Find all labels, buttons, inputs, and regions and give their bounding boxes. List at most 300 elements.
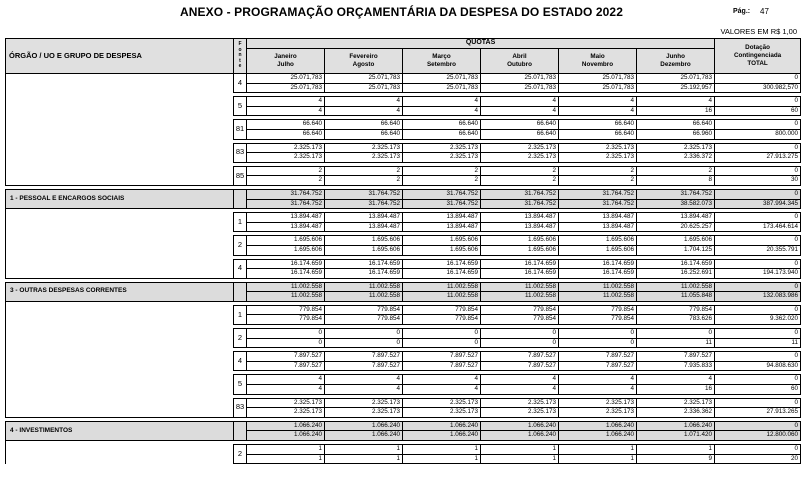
fonte-code: 5	[234, 375, 247, 394]
quota-value: 1	[481, 454, 559, 464]
quota-value: 25.071,783	[247, 83, 325, 93]
column-header-month: Fevereiro Agosto	[325, 49, 403, 74]
orgao-cell	[6, 305, 234, 324]
dotacao-value: 0	[715, 236, 801, 246]
quota-value: 25.071,783	[559, 74, 637, 84]
fonte-code: 4	[234, 352, 247, 371]
fonte-row	[6, 213, 801, 223]
quota-value: 1.066.240	[403, 431, 481, 441]
quota-value: 4	[325, 375, 403, 385]
quota-value: 11.002.558	[247, 282, 325, 292]
fonte-code	[234, 282, 247, 301]
quota-value: 1.695.606	[559, 236, 637, 246]
fonte-row	[6, 166, 801, 176]
quota-value: 4	[247, 97, 325, 107]
orgao-cell	[6, 259, 234, 278]
column-header-quotas: QUOTAS	[247, 39, 715, 49]
quota-value: 2.325.173	[481, 153, 559, 163]
dotacao-value: 0	[715, 120, 801, 130]
quota-value: 25.071,783	[403, 74, 481, 84]
quota-value: 4	[559, 375, 637, 385]
quota-value: 2.336.362	[637, 408, 715, 418]
quota-value: 4	[325, 97, 403, 107]
quota-value: 11	[637, 338, 715, 348]
quota-value: 7.897.527	[481, 352, 559, 362]
fonte-code: 5	[234, 97, 247, 116]
quota-value: 2.325.173	[403, 408, 481, 418]
quota-value: 4	[325, 385, 403, 395]
quota-value: 0	[481, 338, 559, 348]
quota-value: 13.894.487	[325, 222, 403, 232]
quota-value: 2.325.173	[559, 153, 637, 163]
fonte-row	[6, 143, 801, 153]
quota-value: 4	[481, 106, 559, 116]
quota-value: 16.174.659	[481, 259, 559, 269]
quota-value: 25.071,783	[325, 74, 403, 84]
quota-value: 0	[637, 329, 715, 339]
quota-value: 66.640	[481, 120, 559, 130]
dotacao-value: 0	[715, 189, 801, 199]
quota-value: 25.071,783	[559, 83, 637, 93]
quota-value: 13.894.487	[247, 222, 325, 232]
quota-value: 25.071,783	[247, 74, 325, 84]
dotacao-value: 0	[715, 352, 801, 362]
quota-value: 0	[403, 329, 481, 339]
quota-value: 16	[637, 106, 715, 116]
column-header-month: Janeiro Julho	[247, 49, 325, 74]
quota-value: 2	[559, 166, 637, 176]
dotacao-value: 60	[715, 106, 801, 116]
quota-value: 16.174.659	[247, 269, 325, 279]
quota-value: 66.640	[559, 129, 637, 139]
quota-value: 13.894.487	[481, 213, 559, 223]
quota-value: 7.897.527	[559, 352, 637, 362]
quota-value: 11.002.558	[403, 282, 481, 292]
quota-value: 2.325.173	[481, 143, 559, 153]
quota-value: 66.960	[637, 129, 715, 139]
quota-value: 1	[481, 445, 559, 455]
quota-value: 31.764.752	[481, 189, 559, 199]
quota-value: 1.695.606	[247, 245, 325, 255]
quota-value: 0	[559, 338, 637, 348]
fonte-row	[6, 120, 801, 130]
quota-value: 25.071,783	[325, 83, 403, 93]
quota-value: 16.174.659	[559, 269, 637, 279]
quota-value: 779.854	[481, 305, 559, 315]
quota-value: 7.897.527	[247, 352, 325, 362]
quota-value: 1.695.606	[559, 245, 637, 255]
quota-value: 2.325.173	[247, 153, 325, 163]
quota-value: 11.002.558	[325, 292, 403, 302]
quota-value: 11.002.558	[403, 292, 481, 302]
budget-table	[5, 38, 801, 464]
fonte-row	[6, 97, 801, 107]
quota-value: 4	[403, 375, 481, 385]
quota-value: 7.897.527	[637, 352, 715, 362]
quota-value: 4	[403, 385, 481, 395]
quota-value: 9	[637, 454, 715, 464]
dotacao-value: 12.800.060	[715, 431, 801, 441]
quota-value: 2	[403, 176, 481, 186]
quota-value: 2.325.173	[325, 143, 403, 153]
dotacao-value: 0	[715, 282, 801, 292]
quota-value: 25.071,783	[481, 83, 559, 93]
quota-value: 25.192,957	[637, 83, 715, 93]
orgao-cell	[6, 236, 234, 255]
dotacao-value: 0	[715, 213, 801, 223]
quota-value: 779.854	[559, 305, 637, 315]
orgao-cell	[6, 213, 234, 232]
quota-value: 1	[559, 445, 637, 455]
quota-value: 0	[559, 329, 637, 339]
fonte-row	[6, 329, 801, 339]
dotacao-value: 94.808.630	[715, 361, 801, 371]
fonte-row	[6, 445, 801, 455]
quota-value: 779.854	[403, 315, 481, 325]
quota-value: 4	[559, 106, 637, 116]
quota-value: 66.640	[325, 129, 403, 139]
column-header-month: Abril Outubro	[481, 49, 559, 74]
quota-value: 1	[325, 454, 403, 464]
quota-value: 16	[637, 385, 715, 395]
quota-value: 1	[637, 445, 715, 455]
quota-value: 4	[481, 375, 559, 385]
quota-value: 2.325.173	[325, 408, 403, 418]
quota-value: 13.894.487	[637, 213, 715, 223]
fonte-code: 85	[234, 166, 247, 185]
column-header-month: Junho Dezembro	[637, 49, 715, 74]
fonte-code: 2	[234, 329, 247, 348]
quota-value: 779.854	[637, 305, 715, 315]
fonte-row	[6, 305, 801, 315]
fonte-row	[6, 352, 801, 362]
quota-value: 4	[247, 385, 325, 395]
quota-value: 11.002.558	[481, 282, 559, 292]
values-unit-note: VALORES EM R$ 1,00	[720, 27, 797, 36]
group-row	[6, 421, 801, 431]
quota-value: 1.066.240	[247, 431, 325, 441]
quota-value: 4	[559, 385, 637, 395]
quota-value: 13.894.487	[481, 222, 559, 232]
column-header-orgao: ÓRGÃO / UO E GRUPO DE DESPESA	[6, 39, 234, 74]
quota-value: 1.066.240	[403, 421, 481, 431]
quota-value: 779.854	[325, 315, 403, 325]
quota-value: 779.854	[247, 315, 325, 325]
quota-value: 66.640	[559, 120, 637, 130]
quota-value: 0	[325, 329, 403, 339]
quota-value: 16.174.659	[325, 259, 403, 269]
fonte-row	[6, 398, 801, 408]
quota-value: 0	[247, 329, 325, 339]
quota-value: 779.854	[481, 315, 559, 325]
quota-value: 4	[637, 375, 715, 385]
quota-value: 16.174.659	[403, 269, 481, 279]
quota-value: 2	[403, 166, 481, 176]
quota-value: 13.894.487	[247, 213, 325, 223]
fonte-code: 4	[234, 259, 247, 278]
quota-value: 4	[481, 385, 559, 395]
quota-value: 2.325.173	[325, 398, 403, 408]
quota-value: 66.640	[403, 120, 481, 130]
page-label: Pág.:	[733, 8, 751, 15]
quota-value: 1.066.240	[325, 431, 403, 441]
fonte-code: 83	[234, 143, 247, 162]
quota-value: 1	[403, 445, 481, 455]
fonte-code: 81	[234, 120, 247, 139]
orgao-cell	[6, 398, 234, 417]
quota-value: 2.325.173	[247, 408, 325, 418]
quota-value: 2	[637, 166, 715, 176]
quota-value: 66.640	[247, 129, 325, 139]
quota-value: 4	[637, 97, 715, 107]
fonte-code: 2	[234, 236, 247, 255]
dotacao-value: 27.913.275	[715, 153, 801, 163]
fonte-row	[6, 375, 801, 385]
quota-value: 31.764.752	[325, 189, 403, 199]
quota-value: 4	[247, 375, 325, 385]
quota-value: 66.640	[403, 129, 481, 139]
dotacao-value: 194.173.940	[715, 269, 801, 279]
quota-value: 0	[403, 338, 481, 348]
fonte-row	[6, 236, 801, 246]
quota-value: 7.897.527	[481, 361, 559, 371]
quota-value: 31.764.752	[637, 189, 715, 199]
quota-value: 779.854	[325, 305, 403, 315]
dotacao-value: 0	[715, 259, 801, 269]
quota-value: 13.894.487	[559, 222, 637, 232]
quota-value: 16.174.659	[637, 259, 715, 269]
dotacao-value: 11	[715, 338, 801, 348]
quota-value: 1.066.240	[325, 421, 403, 431]
dotacao-value: 0	[715, 143, 801, 153]
quota-value: 31.764.752	[481, 199, 559, 209]
quota-value: 2.325.173	[481, 398, 559, 408]
quota-value: 1.066.240	[247, 421, 325, 431]
quota-value: 1.695.606	[403, 245, 481, 255]
quota-value: 1.066.240	[559, 431, 637, 441]
quota-value: 1	[403, 454, 481, 464]
quota-value: 7.897.527	[325, 361, 403, 371]
quota-value: 11.002.558	[325, 282, 403, 292]
fonte-code: 2	[234, 445, 247, 464]
quota-value: 7.935.833	[637, 361, 715, 371]
quota-value: 1	[325, 445, 403, 455]
quota-value: 66.640	[325, 120, 403, 130]
quota-value: 13.894.487	[403, 222, 481, 232]
dotacao-value: 0	[715, 398, 801, 408]
quota-value: 16.174.659	[403, 259, 481, 269]
quota-value: 66.640	[637, 120, 715, 130]
orgao-cell	[6, 120, 234, 139]
dotacao-value: 0	[715, 305, 801, 315]
quota-value: 1	[247, 445, 325, 455]
quota-value: 2.325.173	[481, 408, 559, 418]
quota-value: 1.695.606	[481, 245, 559, 255]
quota-value: 779.854	[403, 305, 481, 315]
fonte-code: 83	[234, 398, 247, 417]
fonte-row	[6, 259, 801, 269]
quota-value: 2.325.173	[559, 398, 637, 408]
page-number: 47	[760, 7, 769, 16]
dotacao-value: 9.362.020	[715, 315, 801, 325]
dotacao-value: 300.982,570	[715, 83, 801, 93]
quota-value: 1.704.125	[637, 245, 715, 255]
quota-value: 16.174.659	[325, 269, 403, 279]
quota-value: 783.626	[637, 315, 715, 325]
quota-value: 1	[247, 454, 325, 464]
quota-value: 2	[481, 166, 559, 176]
quota-value: 1.695.606	[403, 236, 481, 246]
quota-value: 1.695.606	[325, 245, 403, 255]
orgao-cell	[6, 166, 234, 185]
quota-value: 31.764.752	[559, 199, 637, 209]
quota-value: 31.764.752	[403, 189, 481, 199]
quota-value: 1.695.606	[247, 236, 325, 246]
dotacao-value: 30	[715, 176, 801, 186]
quota-value: 16.252.691	[637, 269, 715, 279]
quota-value: 1.066.240	[559, 421, 637, 431]
dotacao-value: 27.913.265	[715, 408, 801, 418]
orgao-cell	[6, 445, 234, 464]
dotacao-value: 0	[715, 74, 801, 84]
dotacao-value: 132.083.986	[715, 292, 801, 302]
quota-value: 25.071,783	[637, 74, 715, 84]
quota-value: 31.764.752	[325, 199, 403, 209]
group-row	[6, 282, 801, 292]
quota-value: 2	[325, 176, 403, 186]
dotacao-value: 0	[715, 421, 801, 431]
quota-value: 2	[559, 176, 637, 186]
quota-value: 20.625.257	[637, 222, 715, 232]
quota-value: 16.174.659	[247, 259, 325, 269]
quota-value: 31.764.752	[559, 189, 637, 199]
column-header-month: Maio Novembro	[559, 49, 637, 74]
quota-value: 0	[481, 329, 559, 339]
quota-value: 38.582.073	[637, 199, 715, 209]
quota-value: 4	[325, 106, 403, 116]
dotacao-value: 60	[715, 385, 801, 395]
quota-value: 4	[247, 106, 325, 116]
fonte-code	[234, 421, 247, 440]
column-header-fonte: F o n t e	[234, 39, 247, 74]
quota-value: 2.325.173	[637, 398, 715, 408]
quota-value: 1.066.240	[481, 421, 559, 431]
dotacao-value: 0	[715, 166, 801, 176]
quota-value: 31.764.752	[403, 199, 481, 209]
group-label: 1 - PESSOAL E ENCARGOS SOCIAIS	[6, 189, 234, 208]
fonte-code: 4	[234, 74, 247, 93]
quota-value: 2.325.173	[403, 398, 481, 408]
quota-value: 4	[403, 106, 481, 116]
quota-value: 1.066.240	[637, 421, 715, 431]
quota-value: 31.764.752	[247, 199, 325, 209]
dotacao-value: 173.464.614	[715, 222, 801, 232]
quota-value: 779.854	[247, 305, 325, 315]
orgao-cell	[6, 74, 234, 93]
quota-value: 2.325.173	[559, 408, 637, 418]
dotacao-value: 800.000	[715, 129, 801, 139]
quota-value: 13.894.487	[325, 213, 403, 223]
fonte-code	[234, 189, 247, 208]
quota-value: 1	[559, 454, 637, 464]
quota-value: 2.325.173	[403, 153, 481, 163]
quota-value: 2.325.173	[403, 143, 481, 153]
quota-value: 25.071,783	[481, 74, 559, 84]
quota-value: 1.066.240	[481, 431, 559, 441]
orgao-cell	[6, 375, 234, 394]
quota-value: 7.897.527	[247, 361, 325, 371]
dotacao-value: 0	[715, 329, 801, 339]
quota-value: 16.174.659	[559, 259, 637, 269]
quota-value: 2	[481, 176, 559, 186]
fonte-code: 1	[234, 305, 247, 324]
quota-value: 1.695.606	[637, 236, 715, 246]
orgao-cell	[6, 143, 234, 162]
quota-value: 11.002.558	[247, 292, 325, 302]
quota-value: 7.897.527	[403, 352, 481, 362]
quota-value: 2	[247, 176, 325, 186]
quota-value: 7.897.527	[559, 361, 637, 371]
column-header-dotacao: Dotação Contingenciada TOTAL	[715, 39, 801, 74]
quota-value: 11.002.558	[481, 292, 559, 302]
report-title: ANEXO - PROGRAMAÇÃO ORÇAMENTÁRIA DA DESPESA DO ESTADO 2022	[180, 5, 623, 19]
orgao-cell	[6, 97, 234, 116]
quota-value: 2	[325, 166, 403, 176]
group-label: 4 - INVESTIMENTOS	[6, 421, 234, 440]
dotacao-value: 387.994.345	[715, 199, 801, 209]
column-header-month: Março Setembro	[403, 49, 481, 74]
quota-value: 7.897.527	[403, 361, 481, 371]
quota-value: 4	[481, 97, 559, 107]
quota-value: 2.325.173	[325, 153, 403, 163]
dotacao-value: 0	[715, 375, 801, 385]
quota-value: 0	[247, 338, 325, 348]
quota-value: 1.695.606	[481, 236, 559, 246]
quota-value: 2	[247, 166, 325, 176]
quota-value: 4	[403, 97, 481, 107]
quota-value: 7.897.527	[325, 352, 403, 362]
quota-value: 13.894.487	[403, 213, 481, 223]
quota-value: 25.071,783	[403, 83, 481, 93]
dotacao-value: 20	[715, 454, 801, 464]
quota-value: 8	[637, 176, 715, 186]
fonte-row	[6, 74, 801, 84]
quota-value: 11.002.558	[637, 282, 715, 292]
fonte-code: 1	[234, 213, 247, 232]
quota-value: 16.174.659	[481, 269, 559, 279]
orgao-cell	[6, 352, 234, 371]
quota-value: 2.325.173	[559, 143, 637, 153]
quota-value: 66.640	[247, 120, 325, 130]
quota-value: 2.325.173	[637, 143, 715, 153]
quota-value: 2.336.372	[637, 153, 715, 163]
quota-value: 1.695.606	[325, 236, 403, 246]
quota-value: 0	[325, 338, 403, 348]
quota-value: 11.002.558	[559, 292, 637, 302]
quota-value: 1.071.420	[637, 431, 715, 441]
group-label: 3 - OUTRAS DESPESAS CORRENTES	[6, 282, 234, 301]
quota-value: 66.640	[481, 129, 559, 139]
quota-value: 13.894.487	[559, 213, 637, 223]
quota-value: 779.854	[559, 315, 637, 325]
group-row	[6, 189, 801, 199]
dotacao-value: 0	[715, 97, 801, 107]
quota-value: 4	[559, 97, 637, 107]
orgao-cell	[6, 329, 234, 348]
quota-value: 31.764.752	[247, 189, 325, 199]
quota-value: 2.325.173	[247, 143, 325, 153]
dotacao-value: 0	[715, 445, 801, 455]
